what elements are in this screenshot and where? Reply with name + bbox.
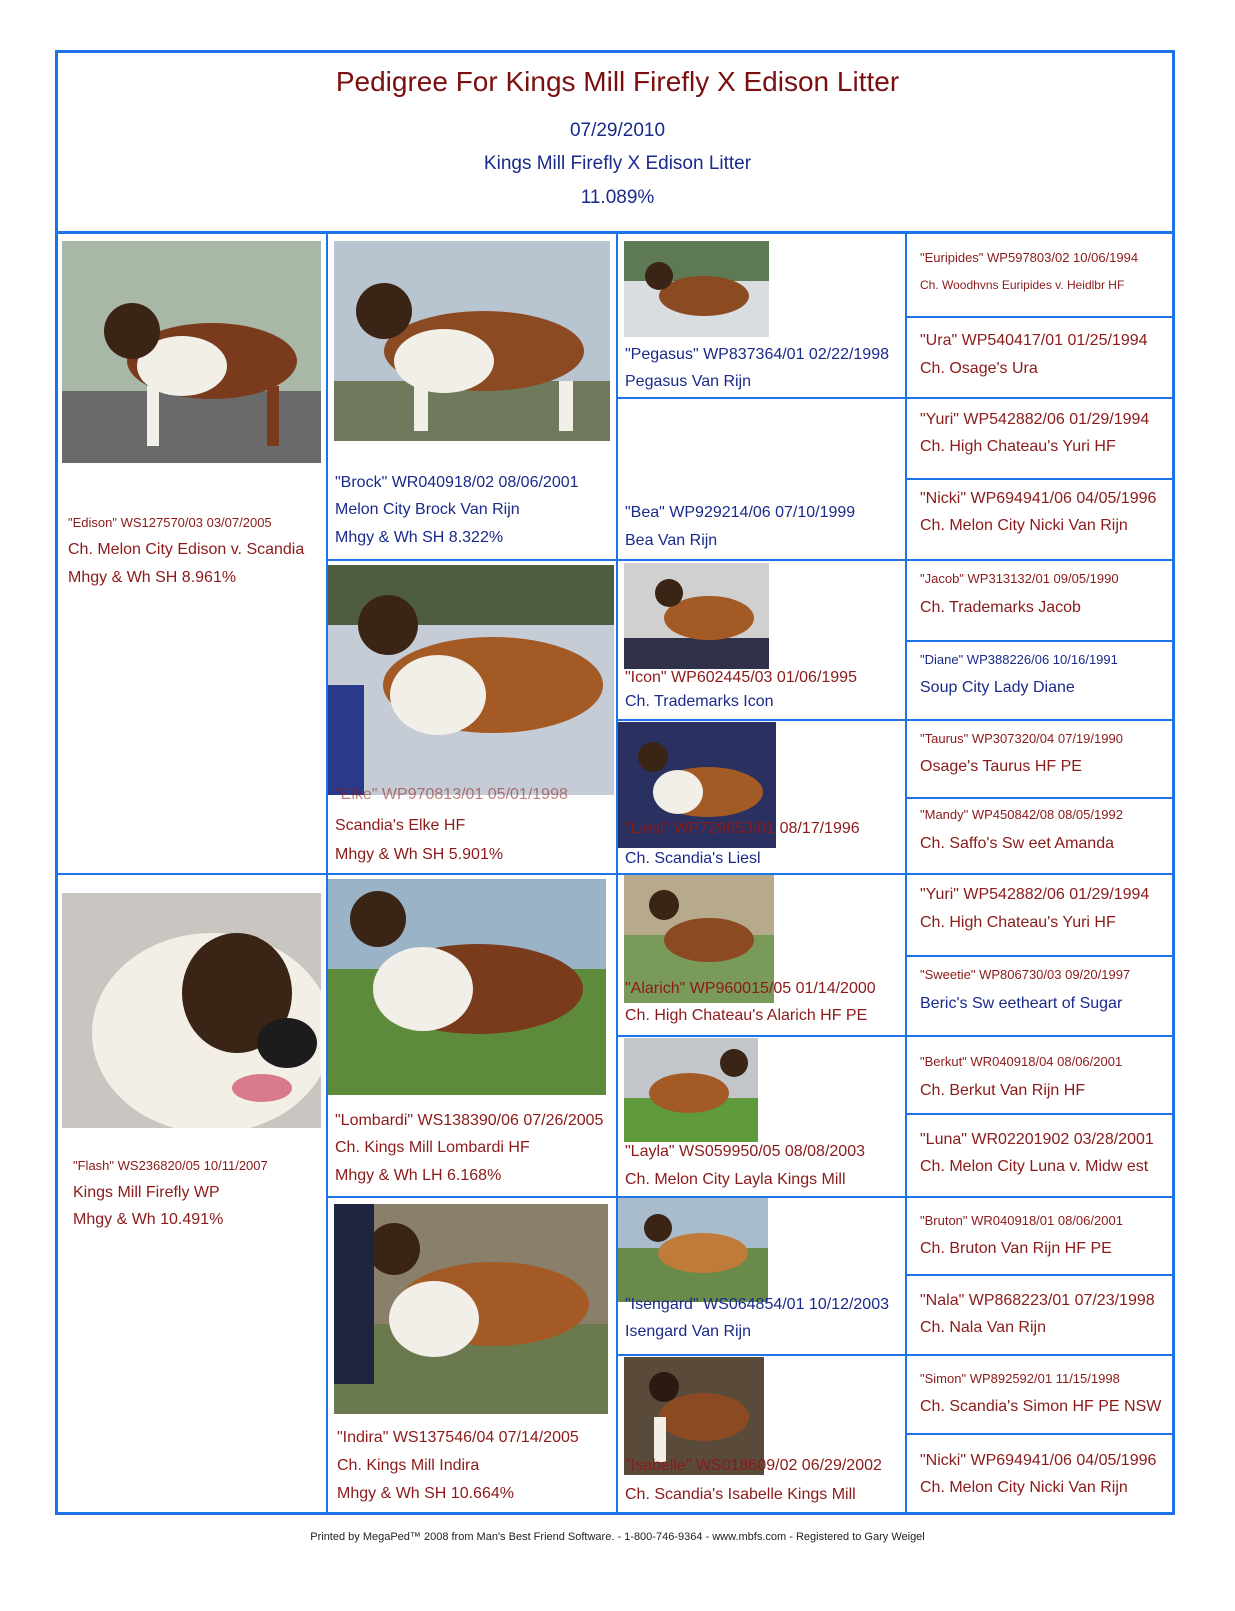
ancestor-color: Mhgy & Wh SH 5.901% — [335, 846, 504, 863]
ancestor-name: Ch. High Chateau's Yuri HF — [920, 438, 1116, 455]
ancestor-name: Ch. Trademarks Icon — [625, 693, 774, 710]
ancestor-name: Soup City Lady Diane — [920, 679, 1075, 696]
dog-photo-layla — [624, 1038, 758, 1142]
print-footer: Printed by MegaPed™ 2008 from Man's Best Friend Software. - 1-800-746-9364 - www.mbfs.com - Registered to Gary Weigel — [310, 1531, 925, 1543]
dog-photo-pegasus — [624, 241, 769, 337]
ancestor-name: Beric's Sw eetheart of Sugar — [920, 995, 1123, 1012]
litter-name: Kings Mill Firefly X Edison Litter — [483, 153, 752, 174]
ancestor-registration: "Layla" WS059950/05 08/08/2003 — [625, 1143, 865, 1160]
ancestor-name: Ch. Nala Van Rijn — [920, 1319, 1046, 1336]
ancestor-registration: "Sweetie" WP806730/03 09/20/1997 — [920, 967, 1131, 982]
ancestor-name: Ch. High Chateau's Yuri HF — [920, 914, 1116, 931]
dog-photo-brock — [334, 241, 610, 441]
ancestor-name: Osage's Taurus HF PE — [920, 758, 1082, 775]
ancestor-registration: "Elke" WP970813/01 05/01/1998 — [335, 786, 568, 803]
ancestor-registration: "Yuri" WP542882/06 01/29/1994 — [920, 886, 1150, 903]
col-divider-1 — [326, 233, 328, 1513]
dog-photo-elke — [328, 565, 614, 795]
ancestor-name: Ch. Trademarks Jacob — [920, 599, 1081, 616]
ancestor-registration: "Taurus" WP307320/04 07/19/1990 — [920, 731, 1123, 746]
ancestor-name: Ch. Scandia's Simon HF PE NSW — [920, 1398, 1162, 1415]
sire-color: Mhgy & Wh SH 8.961% — [68, 569, 237, 586]
gen3-divider — [616, 1354, 1175, 1356]
dog-photo-indira — [334, 1204, 608, 1414]
ancestor-name: Ch. Kings Mill Lombardi HF — [335, 1139, 530, 1156]
gen4-divider — [905, 797, 1175, 799]
sire-name: Ch. Melon City Edison v. Scandia — [68, 541, 305, 558]
ancestor-registration: "Bruton" WR040918/01 08/06/2001 — [920, 1213, 1123, 1228]
ancestor-name: Ch. Berkut Van Rijn HF — [920, 1082, 1086, 1099]
ancestor-registration: "Yuri" WP542882/06 01/29/1994 — [920, 411, 1150, 428]
ancestor-name: Ch. Melon City Nicki Van Rijn — [920, 517, 1128, 534]
ancestor-name: Pegasus Van Rijn — [625, 373, 751, 390]
gen4-divider — [905, 640, 1175, 642]
dog-photo-edison — [62, 241, 321, 463]
ancestor-name: Scandia's Elke HF — [335, 817, 466, 834]
ancestor-registration: "Icon" WP602445/03 01/06/1995 — [625, 669, 857, 686]
sire-registration: "Edison" WS127570/03 03/07/2005 — [68, 515, 272, 530]
ancestor-registration: "Nala" WP868223/01 07/23/1998 — [920, 1292, 1155, 1309]
border-top — [55, 50, 1175, 53]
ancestor-registration: "Mandy" WP450842/08 08/05/1992 — [920, 807, 1123, 822]
ancestor-registration: "Alarich" WP960015/05 01/14/2000 — [625, 980, 876, 997]
ancestor-name: Melon City Brock Van Rijn — [335, 501, 520, 518]
ancestor-color: Mhgy & Wh SH 10.664% — [337, 1485, 514, 1502]
header-divider — [55, 231, 1175, 234]
ancestor-name: Ch. Melon City Nicki Van Rijn — [920, 1479, 1128, 1496]
dog-photo-icon — [624, 563, 769, 669]
coi-value: 11.089% — [580, 187, 655, 208]
page-title: Pedigree For Kings Mill Firefly X Edison Litter — [335, 66, 900, 97]
ancestor-registration: "Brock" WR040918/02 08/06/2001 — [335, 474, 579, 491]
ancestor-registration: "Liesl" WP729653/01 08/17/1996 — [625, 820, 860, 837]
gen2-divider — [326, 559, 1175, 561]
print-date: 07/29/2010 — [569, 120, 666, 141]
border-left — [55, 50, 58, 1515]
ancestor-registration: "Diane" WP388226/06 10/16/1991 — [920, 652, 1118, 667]
ancestor-registration: "Luna" WR02201902 03/28/2001 — [920, 1131, 1154, 1148]
gen4-divider — [905, 1113, 1175, 1115]
ancestor-registration: "Euripides" WP597803/02 10/06/1994 — [920, 250, 1139, 265]
ancestor-registration: "Nicki" WP694941/06 04/05/1996 — [920, 490, 1157, 507]
ancestor-registration: "Jacob" WP313132/01 09/05/1990 — [920, 571, 1119, 586]
gen3-divider — [616, 397, 1175, 399]
ancestor-registration: "Bea" WP929214/06 07/10/1999 — [625, 504, 856, 521]
border-right — [1172, 50, 1175, 1515]
gen3-divider — [616, 719, 1175, 721]
ancestor-registration: "Isengard" WS064854/01 10/12/2003 — [625, 1296, 889, 1313]
ancestor-name: Ch. Kings Mill Indira — [337, 1457, 480, 1474]
gen4-divider — [905, 1433, 1175, 1435]
col-divider-3 — [905, 233, 907, 1513]
ancestor-registration: "Berkut" WR040918/04 08/06/2001 — [920, 1054, 1123, 1069]
ancestor-registration: "Pegasus" WP837364/01 02/22/1998 — [625, 346, 889, 363]
ancestor-registration: "Nicki" WP694941/06 04/05/1996 — [920, 1452, 1157, 1469]
ancestor-name: Ch. Scandia's Isabelle Kings Mill — [625, 1486, 856, 1503]
dam-registration: "Flash" WS236820/05 10/11/2007 — [73, 1158, 268, 1173]
border-bottom — [55, 1512, 1175, 1515]
ancestor-registration: "Ura" WP540417/01 01/25/1994 — [920, 332, 1148, 349]
ancestor-name: Ch. High Chateau's Alarich HF PE — [625, 1007, 868, 1024]
dog-photo-lombardi — [328, 879, 606, 1095]
gen3-divider — [616, 1035, 1175, 1037]
dog-photo-flash — [62, 893, 321, 1128]
ancestor-name: Ch. Melon City Layla Kings Mill — [625, 1171, 846, 1188]
ancestor-registration: "Isabelle" WS018609/02 06/29/2002 — [625, 1457, 882, 1474]
gen4-divider — [905, 478, 1175, 480]
ancestor-registration: "Simon" WP892592/01 11/15/1998 — [920, 1371, 1120, 1386]
dam-color: Mhgy & Wh 10.491% — [73, 1211, 224, 1228]
ancestor-name: Ch. Woodhvns Euripides v. Heidlbr HF — [920, 278, 1125, 292]
gen1-divider — [55, 873, 1175, 875]
ancestor-registration: "Indira" WS137546/04 07/14/2005 — [337, 1429, 579, 1446]
dam-name: Kings Mill Firefly WP — [73, 1184, 220, 1201]
gen4-divider — [905, 955, 1175, 957]
ancestor-color: Mhgy & Wh SH 8.322% — [335, 529, 504, 546]
ancestor-name: Ch. Bruton Van Rijn HF PE — [920, 1240, 1112, 1257]
gen4-divider — [905, 316, 1175, 318]
ancestor-name: Ch. Scandia's Liesl — [625, 850, 761, 867]
ancestor-name: Bea Van Rijn — [625, 532, 718, 549]
gen4-divider — [905, 1274, 1175, 1276]
ancestor-name: Ch. Osage's Ura — [920, 360, 1038, 377]
ancestor-registration: "Lombardi" WS138390/06 07/26/2005 — [335, 1112, 604, 1129]
ancestor-name: Ch. Saffo's Sw eet Amanda — [920, 835, 1114, 852]
ancestor-name: Ch. Melon City Luna v. Midw est — [920, 1158, 1149, 1175]
col-divider-2 — [616, 233, 618, 1513]
ancestor-color: Mhgy & Wh LH 6.168% — [335, 1167, 502, 1184]
dog-photo-isengard — [618, 1198, 768, 1302]
ancestor-name: Isengard Van Rijn — [625, 1323, 751, 1340]
